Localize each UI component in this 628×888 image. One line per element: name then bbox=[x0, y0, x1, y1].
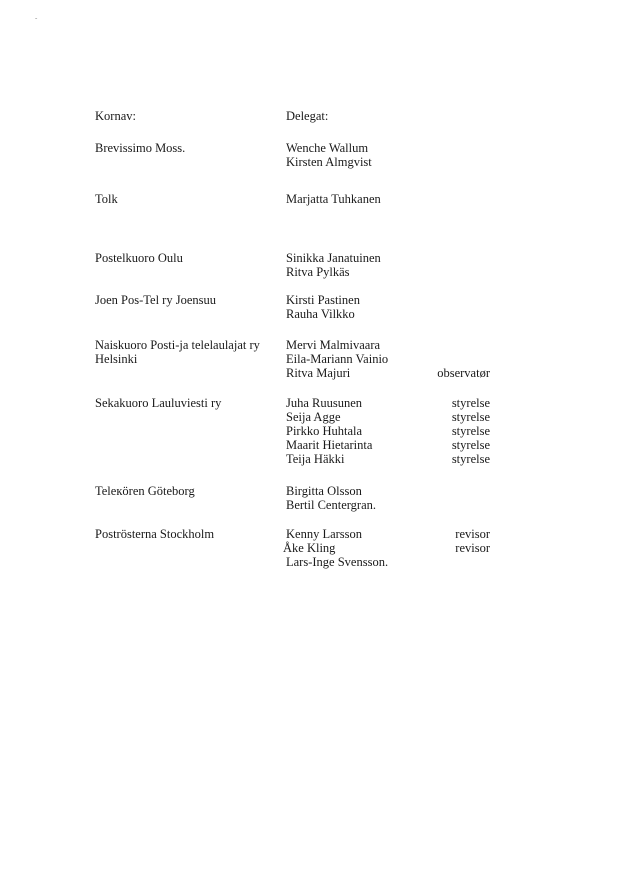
choir-name bbox=[95, 484, 280, 498]
delegate-name: Birgitta Olsson bbox=[286, 484, 362, 498]
choir-name-line: Brevissimo Moss. bbox=[95, 141, 186, 155]
delegate-name: Rauha Vilkko bbox=[286, 307, 355, 321]
delegate-role: styrelse bbox=[451, 452, 490, 466]
choir-name bbox=[95, 527, 280, 541]
delegate-name: Lars-Inge Svensson. bbox=[286, 555, 389, 569]
role-list bbox=[410, 527, 490, 569]
delegate-role: observatør bbox=[437, 366, 490, 380]
delegate-role: revisor bbox=[455, 527, 490, 541]
header-delegate-label: Delegat: bbox=[286, 109, 329, 123]
delegate-list bbox=[286, 338, 406, 380]
delegate-name: Eila-Mariann Vainio bbox=[286, 352, 389, 366]
delegate-name: Marjatta Tuhkanen bbox=[286, 192, 381, 206]
scan-speck: - bbox=[35, 14, 38, 22]
delegate-list bbox=[283, 527, 406, 569]
delegate-name: Wenche Wallum bbox=[286, 141, 369, 155]
delegate-name: Juha Ruusunen bbox=[286, 396, 363, 410]
delegate-role bbox=[410, 555, 490, 569]
choir-name-line: Poströsterna Stockholm bbox=[95, 527, 215, 541]
delegate-name: Kirsti Pastinen bbox=[286, 293, 360, 307]
delegate-role: revisor bbox=[455, 541, 490, 555]
delegate-role: styrelse bbox=[451, 410, 490, 424]
choir-name-line: Helsinki bbox=[95, 352, 138, 366]
choir-name bbox=[95, 338, 280, 366]
delegate-role: styrelse bbox=[451, 438, 490, 452]
delegate-name: Ritva Pylkäs bbox=[286, 265, 350, 279]
delegate-name: Maarit Hietarinta bbox=[286, 438, 373, 452]
delegate-list bbox=[286, 484, 406, 512]
choir-name-line: Joen Pos-Tel ry Joensuu bbox=[95, 293, 216, 307]
delegate-role bbox=[410, 352, 490, 366]
delegate-list bbox=[286, 396, 406, 466]
delegate-name: Sinikka Janatuinen bbox=[286, 251, 381, 265]
delegate-role: styrelse bbox=[451, 396, 490, 410]
choir-name bbox=[95, 251, 280, 265]
delegate-list bbox=[286, 293, 406, 321]
choir-name-line: Tolk bbox=[95, 192, 118, 206]
delegate-name: Mervi Malmivaara bbox=[286, 338, 381, 352]
delegate-list bbox=[286, 192, 406, 206]
delegate-role: styrelse bbox=[451, 424, 490, 438]
choir-name bbox=[95, 141, 280, 155]
delegate-name: Kenny Larsson bbox=[286, 527, 363, 541]
delegate-role bbox=[410, 338, 490, 352]
choir-name-line: Postelkuoro Oulu bbox=[95, 251, 183, 265]
choir-name bbox=[95, 293, 280, 307]
delegate-list bbox=[286, 251, 406, 279]
delegate-name: Pirkko Huhtala bbox=[286, 424, 363, 438]
delegate-name: Seija Agge bbox=[286, 410, 341, 424]
choir-name-line: Naiskuoro Posti-ja telelaulajat ry bbox=[95, 338, 260, 352]
delegate-name: Ritva Majuri bbox=[286, 366, 351, 380]
choir-name-line: Sekakuoro Lauluviesti ry bbox=[95, 396, 222, 410]
role-list bbox=[410, 396, 490, 466]
choir-name bbox=[95, 396, 280, 410]
delegate-name: Kirsten Almgvist bbox=[286, 155, 372, 169]
choir-name-line: Teleкören Göteborg bbox=[95, 484, 195, 498]
delegate-list bbox=[286, 141, 406, 169]
delegate-name: Åke Kling bbox=[283, 541, 336, 555]
header-choir-label: Kornav: bbox=[95, 109, 136, 123]
choir-name bbox=[95, 192, 280, 206]
delegate-name: Teija Häkki bbox=[286, 452, 345, 466]
role-list bbox=[410, 338, 490, 380]
delegate-name: Bertil Centergran. bbox=[286, 498, 377, 512]
